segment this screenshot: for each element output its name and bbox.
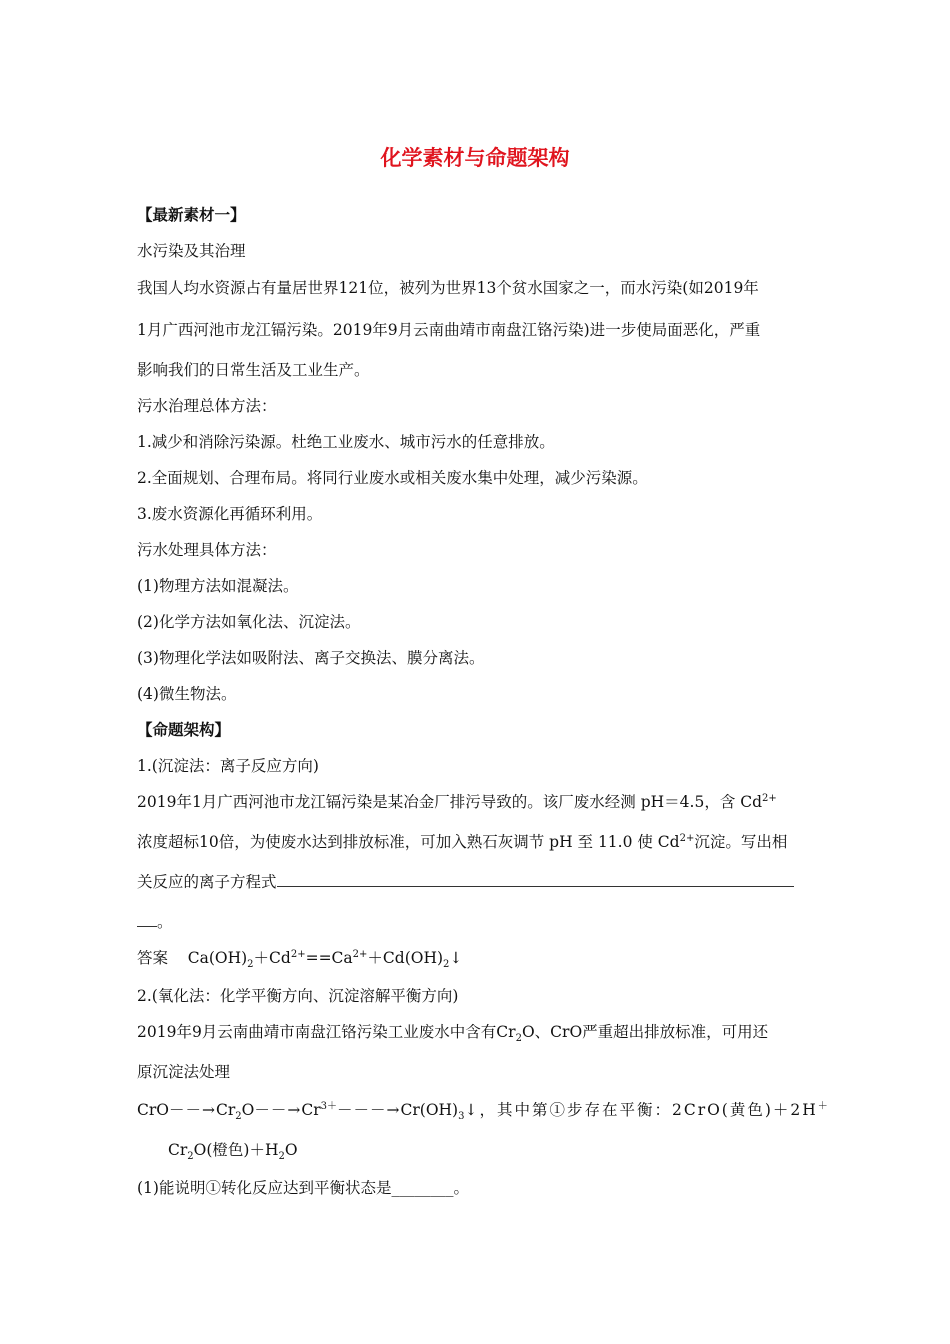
q1-line-2-text-a: 浓度超标10倍，为使废水达到排放标准，可加入熟石灰调节 pH 至 11.0 使 Cd [137,833,680,851]
q1-line-2-charge: 2+ [679,832,695,844]
answer-sub-1: 2 [247,959,254,971]
q2-subquestion-1 [137,1178,817,1198]
intro-line-3: 影响我们的日常生活及工业生产。 [137,361,370,379]
sub1-end: 。 [453,1179,469,1197]
page-title: 化学素材与命题架构 [380,146,570,170]
answer-part-d: ＋Cd(OH) [367,949,444,967]
answer-label: 答案 [137,949,169,967]
q1-heading: 1.(沉淀法：离子反应方向) [137,757,319,775]
general-heading: 污水治理总体方法： [137,397,277,415]
q2-equilibrium-products [168,1140,848,1163]
answer-part-b: ＋Cd [253,949,291,967]
q1-line-1-charge: 2+ [762,792,777,804]
specific-method-1: (1)物理方法如混凝法。 [137,577,299,595]
q2-line-1-b: O、CrO严重超出排放标准，可用还 [521,1023,769,1041]
q1-line-1 [137,792,817,812]
sub1-text: (1)能说明①转化反应达到平衡状态是 [137,1179,392,1197]
q1-line-3-text: 关反应的离子方程式 [137,873,277,891]
general-method-3: 3.废水资源化再循环利用。 [137,505,323,523]
q1-line-2 [137,832,817,852]
sub1-blank[interactable]: ________ [391,1179,454,1197]
answer-part-a: Ca(OH) [187,949,248,967]
intro-line-2: 1月广西河池市龙江镉污染。2019年9月云南曲靖市南盘江铬污染)进一步使局面恶化，严重 [137,321,761,339]
flow-equilibrium-text: ↓，其中第①步存在平衡：2CrO(黄色)＋2H [464,1101,818,1119]
q1-line-2-text-b: 沉淀。写出相 [694,833,788,851]
eq-part-b: O(橙色)＋H [193,1141,279,1159]
q1-line-3 [137,872,817,892]
flow-species-4: Cr(OH) [400,1101,459,1119]
q2-line-1 [137,1022,817,1045]
q1-line-4-end: 。 [157,913,173,931]
eq-part-c: O [284,1141,298,1159]
eq-part-a: Cr [168,1141,188,1159]
flow-species-1: CrO [137,1101,169,1119]
flow-sup-2: ＋ [817,1100,828,1112]
flow-arrow-2: －－→ [254,1101,302,1119]
flow-species-2-end: O [241,1101,255,1119]
specific-method-4: (4)微生物法。 [137,685,237,703]
q1-line-4 [137,912,817,932]
specific-method-3: (3)物理化学法如吸附法、离子交换法、膜分离法。 [137,649,485,667]
framework-heading: 【命题架构】 [137,720,231,739]
flow-sub-1: 2 [235,1111,242,1123]
q1-answer-blank-2[interactable] [137,912,157,927]
flow-arrow-3: －－－→ [337,1101,401,1119]
eq-sub-1: 2 [187,1151,194,1163]
intro-line-1: 我国人均水资源占有量居世界121位，被列为世界13个贫水国家之一，而水污染(如2019年 [137,279,759,297]
general-method-1: 1.减少和消除污染源。杜绝工业废水、城市污水的任意排放。 [137,433,555,451]
q2-flow [137,1100,828,1123]
specific-heading: 污水处理具体方法： [137,541,277,559]
q2-heading: 2.(氧化法：化学平衡方向、沉淀溶解平衡方向) [137,987,459,1005]
flow-species-2: Cr [215,1101,236,1119]
answer-sup-1: 2+ [290,948,306,960]
answer-sub-2: 2 [443,959,450,971]
eq-sub-2: 2 [278,1151,285,1163]
q2-line-2: 原沉淀法处理 [137,1063,231,1081]
q1-answer [137,948,817,971]
material-heading: 【最新素材一】 [137,205,246,224]
q2-line-1-sub: 2 [515,1033,522,1045]
answer-part-e: ↓ [449,949,463,967]
answer-sup-2: 2+ [352,948,368,960]
flow-sub-2: 3 [458,1111,465,1123]
q2-line-1-a: 2019年9月云南曲靖市南盘江铬污染工业废水中含有Cr [137,1023,516,1041]
flow-species-3: Cr [301,1101,321,1119]
q1-line-1-text: 2019年1月广西河池市龙江镉污染是某冶金厂排污导致的。该厂废水经测 pH＝4.5，含 Cd [137,793,763,811]
flow-sup-1: 3＋ [320,1100,338,1112]
flow-arrow-1: －－→ [168,1101,216,1119]
answer-part-c: ==Ca [305,949,353,967]
specific-method-2: (2)化学方法如氧化法、沉淀法。 [137,613,361,631]
general-method-2: 2.全面规划、合理布局。将同行业废水或相关废水集中处理，减少污染源。 [137,469,648,487]
topic-line: 水污染及其治理 [137,242,246,260]
q1-answer-blank-1[interactable] [277,872,794,887]
